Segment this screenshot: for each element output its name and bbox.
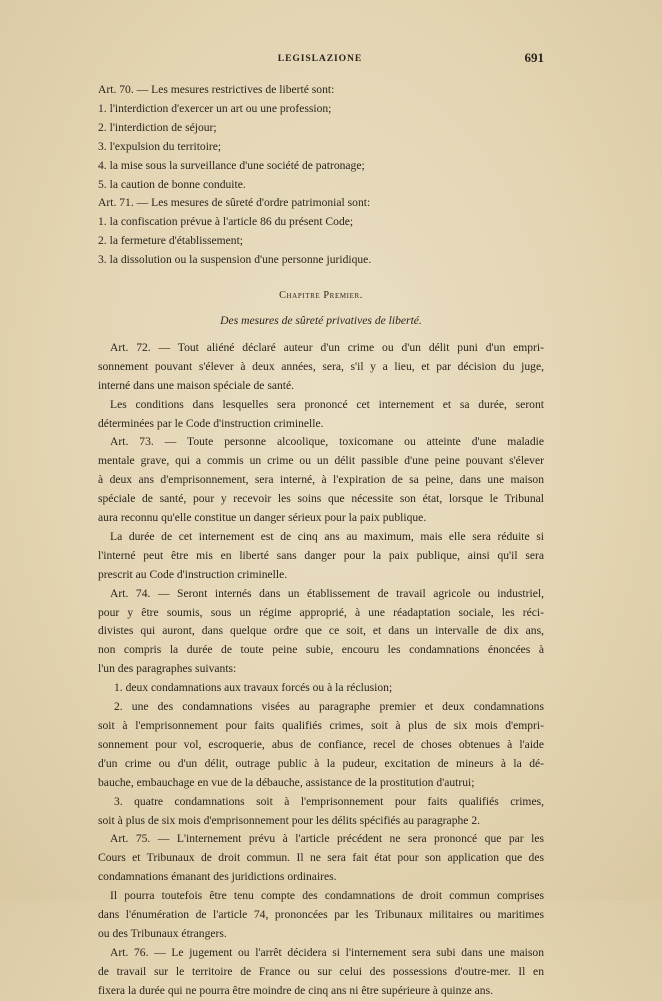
text-line: Art. 74. — Seront internés dans un établissement de travail agricole ou industriel,: [110, 586, 544, 600]
text-line: Art. 76. — Le jugement ou l'arrêt décidera si l'internement sera subi dans une maison: [110, 945, 544, 959]
list-line: Art. 71. — Les mesures de sûreté d'ordre patrimonial sont:: [98, 196, 371, 210]
text-line: mentale grave, qui a commis un crime ou un délit passible d'une peine pouvant s'élever: [98, 454, 544, 468]
text-line: interné dans une maison spéciale de santé.: [98, 378, 295, 392]
list-line: 4. la mise sous la surveillance d'une société de patronage;: [98, 158, 365, 172]
text-line: l'un des paragraphes suivants:: [98, 662, 237, 676]
text-line: d'un crime ou d'un délit, outrage public à la pudeur, excitation de mineurs à la dé-: [98, 756, 544, 770]
text-line: La durée de cet internement est de cinq ans au maximum, mais elle sera réduite si: [110, 529, 544, 543]
text-line: déterminées par le Code d'instruction criminelle.: [98, 416, 324, 430]
text-line: 2. une des condamnations visées au paragraphe premier et deux condamnations: [114, 700, 544, 714]
text-line: sonnement pouvant s'élever à deux années, sera, s'il y a lieu, et par décision du juge,: [98, 359, 544, 373]
text-line: condamnations émanant des juridictions ordinaires.: [98, 870, 337, 884]
paragraph: [98, 339, 544, 396]
chapter-title: Chapitre Premier.: [279, 290, 363, 302]
text-line: Il pourra toutefois être tenu compte des condamnations de droit commun comprises: [110, 889, 544, 903]
text-line: prescrit au Code d'instruction criminelle.: [98, 567, 288, 581]
list-line: 2. l'interdiction de séjour;: [98, 120, 217, 134]
paragraph: [98, 793, 544, 831]
text-line: Art. 72. — Tout aliéné déclaré auteur d'un crime ou d'un délit puni d'un empri-: [110, 340, 544, 354]
text-line: 1. deux condamnations aux travaux forcés ou à la réclusion;: [114, 681, 393, 695]
text-line: 3. quatre condamnations soit à l'emprisonnement pour faits qualifiés crimes,: [114, 794, 544, 808]
list-line: 1. l'interdiction d'exercer un art ou une profession;: [98, 101, 332, 115]
running-title: LEGISLAZIONE: [277, 53, 363, 64]
paragraph: [98, 887, 544, 944]
text-line: fixera la durée qui ne pourra être moindre de cinq ans ni être supérieure à quinze ans.: [98, 983, 493, 997]
page-header: [96, 50, 544, 70]
text-line: bauche, embauchage en vue de la débauche, assistance de la prostitution d'autrui;: [98, 775, 475, 789]
text-line: pour y être soumis, sous un régime approprié, à une réadaptation sociale, les réci-: [98, 605, 544, 619]
text-line: Cours et Tribunaux de droit commun. Il ne sera fait état pour son application que des: [98, 851, 544, 865]
text-line: Art. 75. — L'internement prévu à l'article précédent ne sera prononcé que par les: [110, 832, 544, 846]
text-line: Art. 73. — Toute personne alcoolique, toxicomane ou atteinte d'une maladie: [110, 435, 544, 449]
text-line: Les conditions dans lesquelles sera prononcé cet internement et sa durée, seront: [110, 397, 544, 411]
text-line: soit à plus de six mois d'emprisonnement pour les délits spécifiés au paragraphe 2.: [98, 813, 481, 827]
paragraph: [98, 698, 544, 793]
text-line: l'interné peut être mis en liberté sans danger pour la paix publique, ainsi qu'il sera: [98, 548, 544, 562]
list-line: 3. la dissolution ou la suspension d'une personne juridique.: [98, 253, 372, 267]
text-line: non compris la durée de toute peine subie, encouru les condamnations énoncées à: [98, 643, 544, 657]
list-line: 2. la fermeture d'établissement;: [98, 234, 244, 248]
text-line: ou des Tribunaux étrangers.: [98, 926, 227, 940]
paragraph: [98, 830, 544, 887]
paragraph: [98, 944, 544, 1001]
article-list: [98, 81, 544, 270]
text-line: divistes qui auront, dans quelque ordre que ce soit, et dans un intervalle de dix ans,: [98, 624, 544, 638]
text-line: à deux ans d'emprisonnement, sera interné, à l'expiration de sa peine, dans une maison: [98, 473, 544, 487]
paragraph: [98, 433, 544, 528]
text-line: sonnement pour vol, escroquerie, abus de confiance, recel de choses obtenues à l'aide: [98, 737, 544, 751]
text-line: spéciale de santé, pour y recevoir les soins que nécessite son état, lorsque le Tribunal: [98, 492, 544, 506]
list-line: 3. l'expulsion du territoire;: [98, 139, 222, 153]
text-line: dans l'énumération de l'article 74, prononcées par les Tribunaux militaires ou maritimes: [98, 908, 544, 922]
text-line: de travail sur le territoire de France ou sur celui des possessions d'outre-mer. Il en: [98, 964, 544, 978]
paragraph: [98, 396, 544, 434]
paragraph: [98, 528, 544, 585]
list-line: Art. 70. — Les mesures restrictives de liberté sont:: [98, 83, 335, 96]
page-number: 691: [524, 50, 544, 65]
text-line: soit à l'emprisonnement pour faits qualifiés crimes, soit à plus de six mois d'empri-: [98, 719, 544, 732]
page-body: [98, 81, 544, 1001]
text-line: aura reconnu qu'elle constitue un danger sérieux pour la paix publique.: [98, 511, 427, 525]
list-line: 5. la caution de bonne conduite.: [98, 177, 246, 191]
chapter-subtitle: Des mesures de sûreté privatives de liberté.: [220, 313, 422, 327]
list-line: 1. la confiscation prévue à l'article 86 du présent Code;: [98, 215, 354, 229]
paragraphs: [98, 339, 544, 1001]
paragraph: [98, 585, 544, 680]
paragraph: [98, 679, 544, 698]
